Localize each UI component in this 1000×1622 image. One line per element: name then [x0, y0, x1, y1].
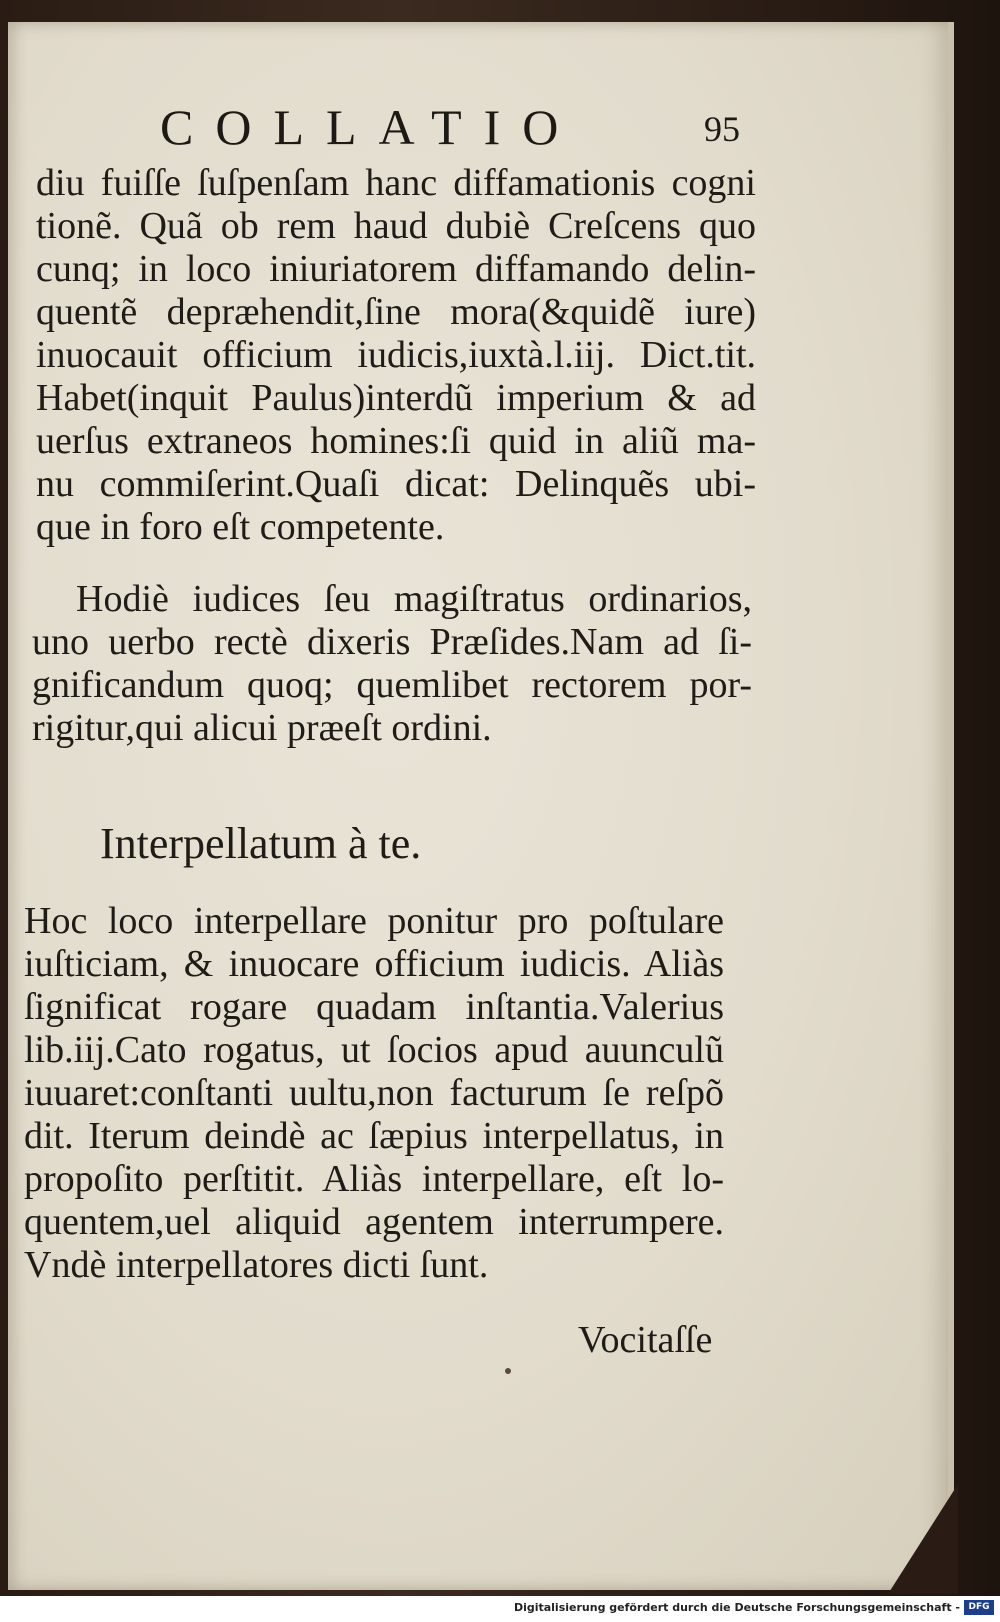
- paragraph-1: [36, 162, 756, 549]
- footer-bar: [0, 1596, 1000, 1622]
- text-line: tionẽ. Quã ob rem haud dubiè Creſcens quo: [36, 205, 756, 247]
- text-line: que in foro eſt competente.: [36, 506, 445, 548]
- dfg-logo: DFG: [964, 1600, 994, 1615]
- text-line: cunq; in loco iniuriatorem diffamando delin-: [36, 248, 756, 290]
- paragraph-3: [24, 900, 724, 1287]
- text-line: diu fuiſſe ſuſpenſam hanc diffamationis cogni: [36, 162, 756, 204]
- text-line: lib.iij.Cato rogatus, ut ſocios apud auunculũ: [24, 1029, 724, 1071]
- text-line: Habet(inquit Paulus)interdũ imperium & ad: [36, 377, 756, 419]
- text-line: iuuaret:conſtanti uultu,non facturum ſe reſpõ: [24, 1072, 724, 1114]
- text-line: uerſus extraneos homines:ſi quid in aliũ ma-: [36, 420, 756, 462]
- text-line: Vndè interpellatores dicti ſunt.: [24, 1244, 489, 1286]
- catchword: Vocitaſſe: [578, 1319, 713, 1361]
- funding-credit: Digitalisierung gefördert durch die Deutsche Forschungsgemeinschaft -: [513, 1601, 960, 1614]
- text-line: Hoc loco interpellare ponitur pro poſtulare: [24, 900, 724, 942]
- torn-page-corner: [888, 1484, 958, 1594]
- running-title: COLLATIO: [160, 99, 581, 155]
- page-number: 95: [704, 109, 740, 149]
- text-line: quentem,uel aliquid agentem interrumpere.: [24, 1201, 724, 1243]
- text-line: propoſito perſtitit. Aliàs interpellare, eſt lo-: [24, 1158, 724, 1200]
- text-line: iuſticiam, & inuocare officium iudicis. Aliàs: [24, 943, 724, 985]
- section-subheading: Interpellatum à te.: [100, 819, 422, 868]
- text-line: quentẽ depræhendit,ſine mora(&quidẽ iure): [36, 291, 756, 333]
- page-header: [160, 98, 740, 158]
- text-line: dit. Iterum deindè ac ſæpius interpellatus, in: [24, 1115, 724, 1157]
- paragraph-2: [32, 578, 752, 750]
- text-line: rigitur,qui alicui præeſt ordini.: [32, 707, 492, 749]
- paper-speck: [505, 1368, 511, 1374]
- text-line: uno uerbo rectè dixeris Præſides.Nam ad ſi-: [32, 621, 752, 663]
- text-line: ſignificat rogare quadam inſtantia.Valerius: [24, 986, 724, 1028]
- text-line: inuocauit officium iudicis,iuxtà.l.iij. Dict.tit.: [36, 334, 756, 376]
- text-line: Hodiè iudices ſeu magiſtratus ordinarios,: [76, 578, 752, 620]
- text-line: gnificandum quoq; quemlibet rectorem por-: [32, 664, 752, 706]
- text-line: nu commiſerint.Quaſi dicat: Delinquẽs ubi-: [36, 463, 756, 505]
